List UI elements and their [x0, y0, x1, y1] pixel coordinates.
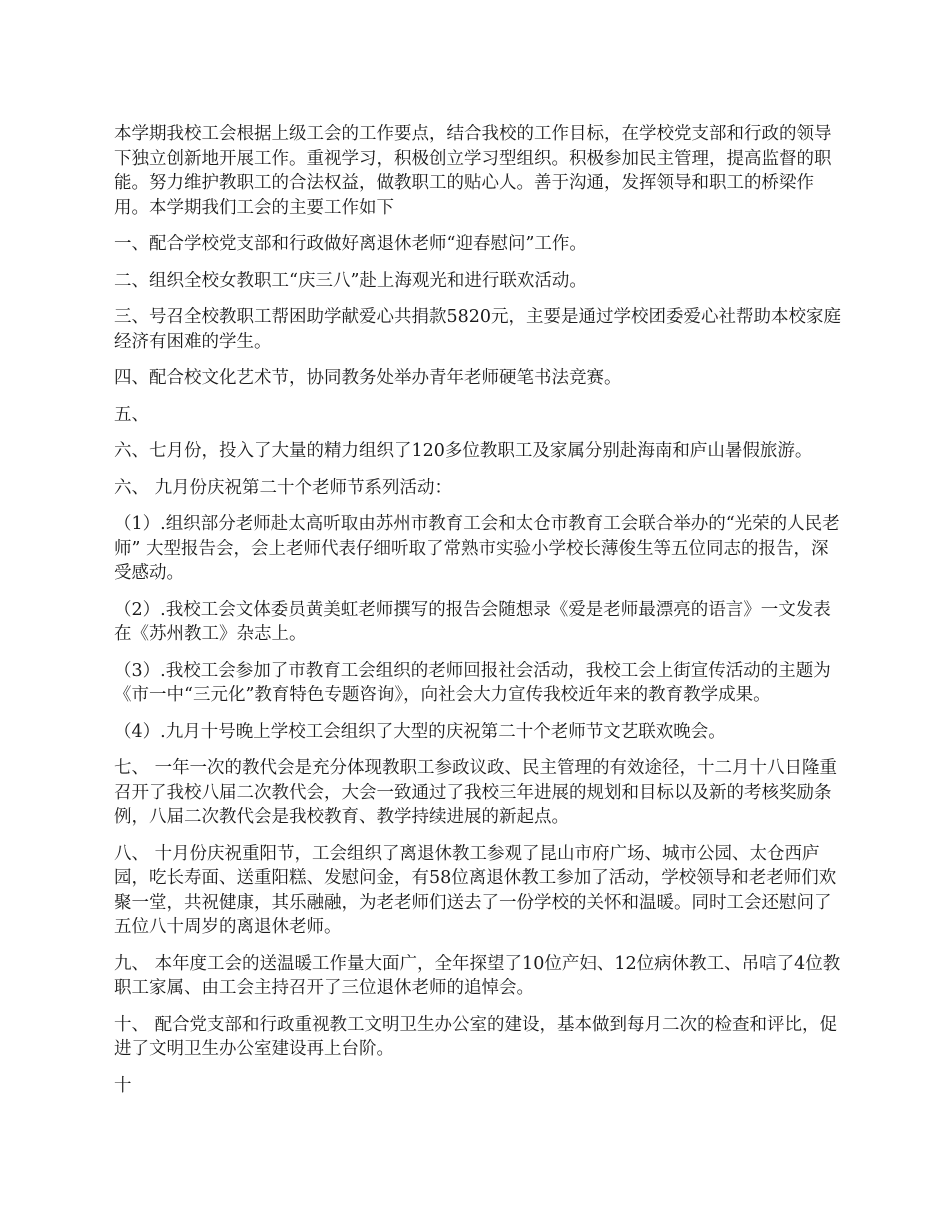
sub-item-paragraph: （4）.九月十号晚上学校工会组织了大型的庆祝第二十个老师节文艺联欢晚会。 — [114, 721, 726, 742]
item-paragraph: 五、 — [114, 404, 149, 425]
item-paragraph: 七、 一年一次的教代会是充分体现教职工参政议政、民主管理的有效途径，十二月十八日隆重召开了我校八届二次教代会，大会一致通过了我校三年进展的规划和目标以及新的考核奖励条例，八届二次教代会是我校教育、教学持续进展的新起点。 — [114, 758, 838, 827]
sub-item-paragraph: （2）.我校工会文体委员黄美虹老师撰写的报告会随想录《爱是老师最漂亮的语言》一文发表在《苏州教工》杂志上。 — [114, 599, 831, 644]
item-paragraph: 六、 九月份庆祝第二十个老师节系列活动： — [114, 477, 453, 498]
item-paragraph: 十、 配合党支部和行政重视教工文明卫生办公室的建设，基本做到每月二次的检查和评比，促进了文明卫生办公室建设再上台阶。 — [114, 1014, 838, 1059]
item-paragraph: 六、七月份，投入了大量的精力组织了120多位教职工及家属分别赴海南和庐山暑假旅游。 — [114, 441, 813, 461]
intro-paragraph: 本学期我校工会根据上级工会的工作要点，结合我校的工作目标，在学校党支部和行政的领导下独立创新地开展工作。重视学习，积极创立学习型组织。积极参加民主管理，提高监督的职能。努力维护教职工的合法权益，做教职工的贴心人。善于沟通，发挥领导和职工的桥梁作用。本学期我们工会的主要工作如下 — [114, 124, 832, 218]
sub-item-paragraph: （1）.组织部分老师赴太高听取由苏州市教育工会和太仓市教育工会联合举办的“光荣的人民老师” 大型报告会，会上老师代表仔细听取了常熟市实验小学校长薄俊生等五位同志的报告，深受感动。 — [114, 514, 840, 583]
document-body — [114, 122, 844, 1110]
item-paragraph: 三、号召全校教职工帮困助学献爱心共捐款5820元，主要是通过学校团委爱心社帮助本校家庭经济有困难的学生。 — [114, 307, 842, 352]
sub-item-paragraph: （3）.我校工会参加了市教育工会组织的老师回报社会活动，我校工会上街宣传活动的主题为《市一中“三元化”教育特色专题咨询》，向社会大力宣传我校近年来的教育教学成果。 — [114, 660, 831, 705]
item-paragraph: 二、组织全校女教职工“庆三八”赴上海观光和进行联欢活动。 — [114, 270, 587, 291]
item-paragraph: 八、 十月份庆祝重阳节，工会组织了离退休教工参观了昆山市府广场、城市公园、太仓西庐园，吃长寿面、送重阳糕、发慰问金，有58位离退休教工参加了活动，学校领导和老老师们欢聚一堂，共祝健康，其乐融融，为老老师们送去了一份学校的关怀和温暖。同时工会还慰问了五位八十周岁的离退休老师。 — [114, 843, 837, 937]
item-paragraph: 九、 本年度工会的送温暖工作量大面广，全年探望了10位产妇、12位病休教工、吊唁了4位教职工家属、由工会主持召开了三位退休老师的追悼会。 — [114, 953, 841, 998]
item-paragraph: 四、配合校文化艺术节，协同教务处举办青年老师硬笔书法竞赛。 — [114, 368, 622, 388]
item-paragraph: 十 — [114, 1075, 132, 1096]
item-paragraph: 一、配合学校党支部和行政做好离退休老师“迎春慰问”工作。 — [114, 234, 587, 254]
